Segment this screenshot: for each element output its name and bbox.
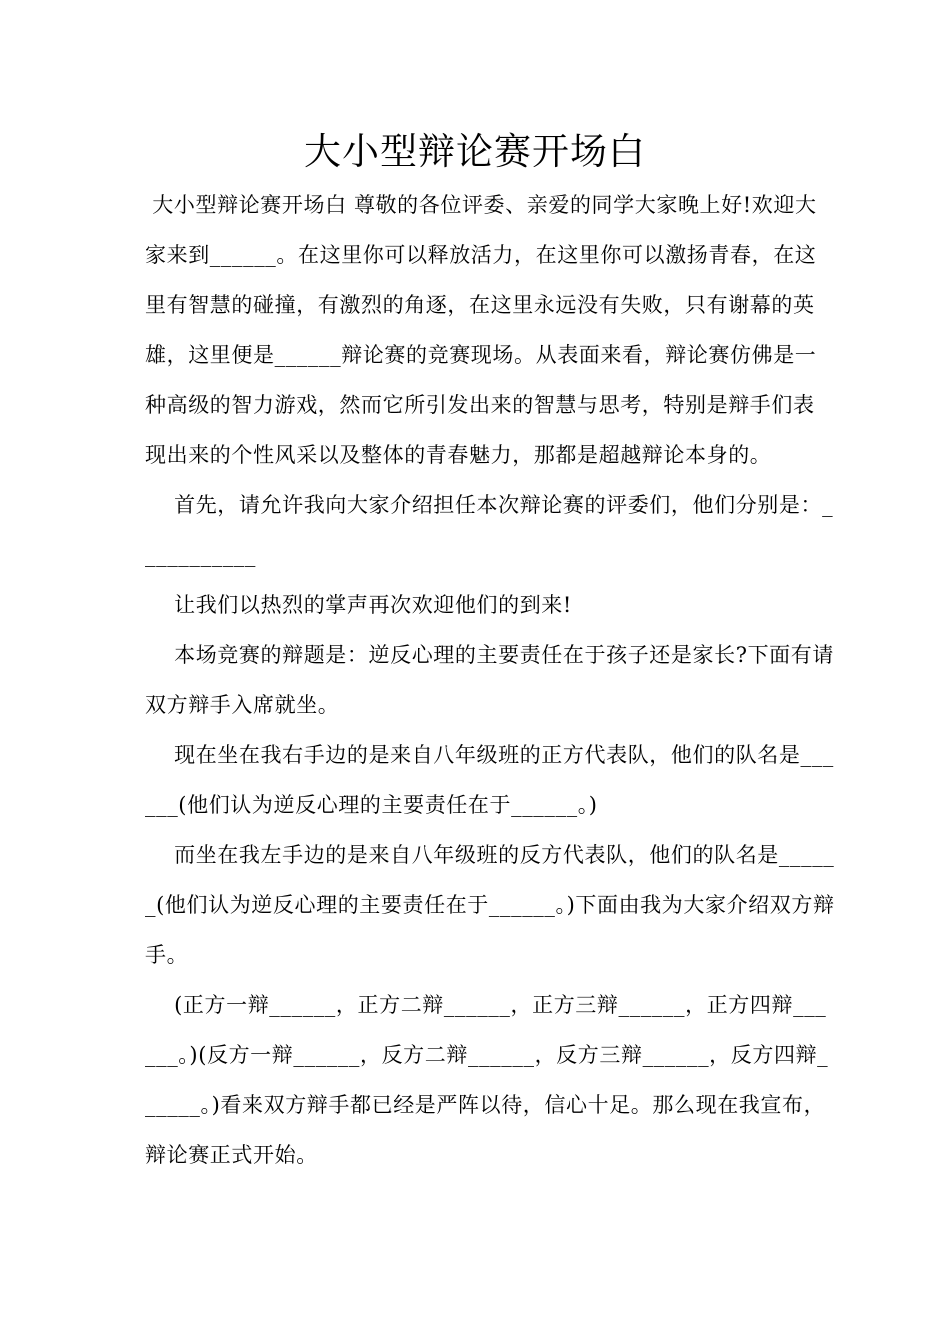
paragraph-affirmative-team: 现在坐在我右手边的是来自八年级班的正方代表队，他们的队名是______(他们认为逆反心理的主要责任在于______。) [145,743,834,817]
paragraph-debaters: (正方一辩______，正方二辩______，正方三辩______，正方四辩______。)(反方一辩______，反方二辩______，反方三辩______，反方四辩______。)看来双方辩手都已经是严阵以待，信心十足。那么现在我宣布，辩论赛正式开始。 [145,993,829,1167]
document-body [145,180,835,1180]
paragraph-negative-team: 而坐在我左手边的是来自八年级班的反方代表队，他们的队名是______(他们认为逆反心理的主要责任在于______。)下面由我为大家介绍双方辩手。 [145,843,835,967]
paragraph-topic: 本场竞赛的辩题是：逆反心理的主要责任在于孩子还是家长?下面有请双方辩手入席就坐。 [145,643,834,717]
document-title: 大小型辩论赛开场白 [304,130,646,173]
paragraph-judges-intro: 首先，请允许我向大家介绍担任本次辩论赛的评委们，他们分别是：___________ [145,493,834,567]
paragraph-applause: 让我们以热烈的掌声再次欢迎他们的到来! [145,593,572,617]
paragraph-opening: 大小型辩论赛开场白 尊敬的各位评委、亲爱的同学大家晚上好!欢迎大家来到______。在这里你可以释放活力，在这里你可以激扬青春，在这里有智慧的碰撞，有激烈的角逐，在这里永远没有失败，只有谢幕的英雄，这里便是______辩论赛的竞赛现场。从表面来看，辩论赛仿佛是一种高级的智力游戏，然而它所引发出来的智慧与思考，特别是辩手们表现出来的个性风采以及整体的青春魅力，那都是超越辩论本身的。 [145,193,817,467]
